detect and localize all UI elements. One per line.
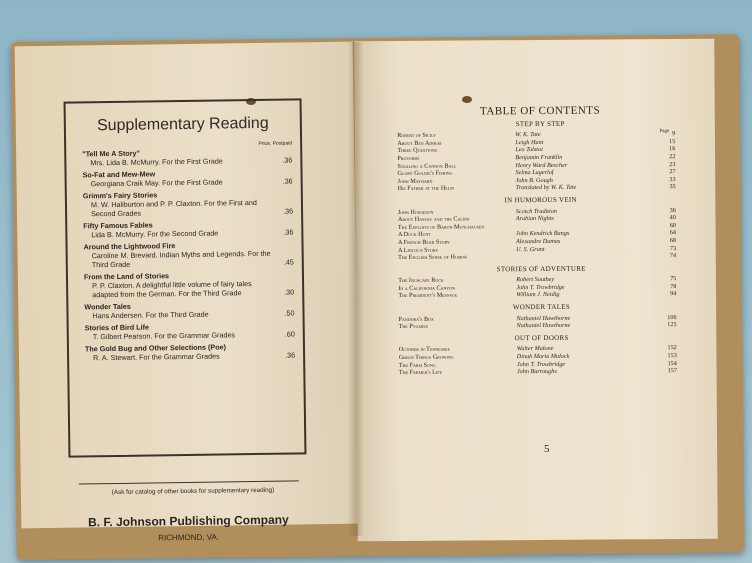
toc-entry-author: Arabian Nights [515, 215, 554, 223]
ad-book-entry [84, 269, 296, 299]
toc-entry-page: 73 [669, 244, 677, 252]
ad-book-title: Grimm's Fairy Stories [82, 190, 158, 201]
toc-sections [397, 120, 685, 377]
ad-title: Supplementary Reading [96, 114, 269, 135]
toc-entry-page: 152 [667, 344, 677, 352]
toc-entry-title: John Maynard [397, 177, 433, 185]
ad-book-detail: M. W. Haliburton and P. P. Claxton. For the First and Second Grades [90, 197, 257, 219]
toc-entry-title: Three Questions [397, 147, 437, 155]
toc-entry-author: Nathaniel Hawthorne [516, 314, 571, 322]
toc-entry-author: Benjamin Franklin [515, 153, 563, 162]
toc-entry-author: Robert Southey [516, 276, 555, 284]
ad-book-entry [85, 320, 297, 341]
toc-entry-title: A Lincoln Story [398, 246, 439, 254]
toc-entry-title: The Farmer's Life [398, 368, 442, 377]
ad-book-price: .45 [283, 257, 294, 267]
toc-entry-page: 60 [669, 221, 676, 229]
page-number: 5 [544, 443, 550, 455]
ad-book-title: "Tell Me A Story" [82, 148, 140, 159]
supplementary-reading-ad [64, 98, 307, 543]
toc-entry-page: 9 [672, 130, 676, 138]
toc-entry-page: 153 [667, 352, 677, 360]
ad-book-detail: Lida B. McMurry. For the Second Grade [91, 228, 219, 240]
ad-book-detail: R. A. Stewart. For the Grammar Grades [93, 351, 220, 363]
book-gutter [348, 42, 364, 536]
toc-entry-title: About Hassau and the Caliph [397, 215, 470, 224]
toc-entry-author: John Burroughs [516, 368, 557, 376]
toc-entry-author: W. K. Tate [515, 131, 541, 139]
ad-book-detail: Georgiana Craik May. For the First Grade [90, 177, 223, 189]
toc-entry-title: Stealing a Cannon Ball [397, 162, 457, 170]
ad-book-price: .30 [284, 287, 295, 297]
ad-book-entry [82, 146, 294, 167]
toc-entry-title: In a California Canyon [398, 284, 456, 292]
toc-entry-title: October in Tennessee [398, 346, 450, 354]
toc-entry-page: 75 [670, 275, 677, 283]
toc-entry-title: Green Things Growing [398, 353, 454, 362]
toc-page-header: Page [659, 129, 670, 135]
toc-entry-page: 40 [669, 214, 676, 222]
ad-book-detail: Mrs. Lida B. McMurry. For the First Grade [90, 156, 223, 168]
toc-entry [398, 183, 684, 193]
ad-book-title: So-Fat and Mew-Mew [82, 169, 156, 180]
toc-entry-author: Walter Malone [516, 345, 554, 353]
ad-price-header: Price, Postpaid [258, 140, 293, 147]
ad-book-title: From the Land of Stories [83, 271, 170, 282]
toc-entry-page: 36 [669, 206, 676, 214]
toc-entry-page: 78 [670, 282, 677, 290]
ad-publisher: B. F. Johnson Publishing Company [87, 512, 289, 530]
toc-entry-page: 15 [669, 137, 676, 145]
toc-entry-author: John B. Gough [515, 176, 553, 184]
ad-book-detail: T. Gilbert Pearson. For the Grammar Grades [92, 330, 236, 342]
ad-book-entry [83, 218, 295, 239]
toc-entry-title: A Duck Hunt [397, 231, 431, 239]
ad-book-price: .36 [283, 206, 294, 216]
ad-book-price: .60 [284, 329, 295, 339]
toc-entry-author: John T. Trowbridge [516, 360, 566, 368]
toc-entry-title: The Pygmies [398, 323, 429, 331]
toc-entry-author: Selma Lagerlof [515, 169, 554, 177]
toc-entry-title: Robert of Sicily [397, 131, 437, 140]
toc-entry-page: 106 [667, 313, 677, 321]
toc-section-heading: OUT OF DOORS [514, 333, 569, 343]
ad-book-title: Wonder Tales [84, 301, 131, 312]
toc-entry-author: Translated by W. K. Tate [515, 184, 577, 192]
ad-book-price: .36 [282, 155, 293, 165]
table-of-contents [397, 104, 685, 377]
toc-entry-page: 154 [667, 359, 677, 367]
toc-entry-title: John Howieson [397, 208, 434, 216]
ad-book-price: .36 [285, 350, 296, 360]
toc-entry-author: Alexandre Dumas [515, 237, 561, 246]
toc-entry-title: Glory Goldie's Fishing [397, 169, 453, 178]
toc-entry-page: 125 [667, 321, 677, 329]
toc-entry-author: Nathaniel Hawthorne [516, 322, 571, 330]
toc-entry-title: Proverbs [397, 154, 420, 162]
toc-section-heading: STORIES OF ADVENTURE [496, 264, 586, 273]
toc-entry [398, 290, 684, 300]
toc-entry-page: 16 [669, 145, 676, 153]
toc-entry-page: 22 [669, 153, 676, 161]
toc-entry-page: 68 [669, 236, 677, 245]
ad-book-price: .36 [283, 227, 294, 237]
toc-entry-author: John Kendrick Bangs [515, 230, 570, 238]
ad-book-title: Stories of Bird Life [84, 322, 150, 333]
ad-catalog-note: (Ask for catalog of other books for supplementary reading) [111, 486, 275, 497]
ad-book-title: The Gold Bug and Other Selections (Poe) [84, 342, 226, 354]
toc-entry-title: His Father at the Helm [397, 184, 454, 193]
ad-book-title: Fifty Famous Fables [83, 220, 153, 231]
toc-entry-author: Leo Tolstoi [515, 146, 543, 154]
toc-entry-page: 74 [669, 252, 677, 260]
toc-section-heading: STEP BY STEP [515, 119, 565, 128]
toc-entry-author: U. S. Grant [516, 245, 545, 253]
toc-entry-title: The Exploits of Baron Munchausen [397, 223, 485, 231]
ad-book-list [82, 146, 297, 365]
toc-entry-title: A French Bear Story [397, 238, 450, 246]
ad-book-entry [83, 239, 295, 269]
page-hole [462, 96, 472, 103]
toc-entry-author: Scotch Tradition [515, 207, 557, 215]
ad-book-detail: Caroline M. Brevard. Indian Myths and Legends. For the Third Grade [91, 248, 271, 270]
toc-entry-author: Dinah Maria Mulock [516, 352, 570, 361]
toc-section-heading: WONDER TALES [512, 302, 571, 312]
toc-entry-author: Leigh Hunt [515, 138, 544, 146]
ad-book-price: .50 [284, 308, 295, 318]
ad-book-entry [83, 188, 295, 218]
toc-entry-page: 157 [667, 367, 677, 375]
toc-entry-title: The Farm Song [398, 361, 436, 369]
toc-entry-title: About Ben Adhem [397, 139, 442, 147]
ad-book-entry [85, 341, 297, 362]
ad-city: RICHMOND, VA. [158, 532, 220, 543]
toc-entry-author: Henry Ward Beecher [515, 161, 568, 169]
toc-entry-page: 64 [669, 229, 676, 237]
ad-book-title: Around the Lightwood Fire [83, 241, 176, 252]
toc-entry [399, 321, 685, 331]
toc-entry-title: The English Sense of Humor [398, 253, 467, 262]
ad-book-entry [82, 167, 294, 188]
toc-entry-page: 27 [669, 168, 676, 176]
toc-entry-page: 94 [670, 290, 677, 298]
toc-entry-page: 33 [669, 175, 676, 183]
toc-entry [398, 252, 684, 262]
toc-entry-page: 23 [669, 160, 676, 168]
toc-entry-title: The Inchcape Rock [398, 276, 444, 285]
ad-book-entry [84, 299, 296, 320]
toc-entry-page: 35 [669, 183, 676, 191]
toc-entry-title: Pandora's Box [398, 315, 434, 323]
ad-book-price: .36 [282, 176, 293, 186]
ad-book-detail: P. P. Claxton. A delightful little volume of fairy tales adapted from the German. For the Third Grade [92, 279, 252, 300]
toc-section-heading: IN HUMOROUS VEIN [504, 195, 577, 205]
toc-entry-author: John T. Trowbridge [516, 283, 565, 292]
toc-entry-author: William J. Neidig [516, 291, 560, 299]
ad-book-detail: Hans Andersen. For the Third Grade [92, 309, 209, 321]
toc-entry-title: The President's Message [398, 292, 458, 300]
toc-title: TABLE OF CONTENTS [479, 104, 601, 118]
